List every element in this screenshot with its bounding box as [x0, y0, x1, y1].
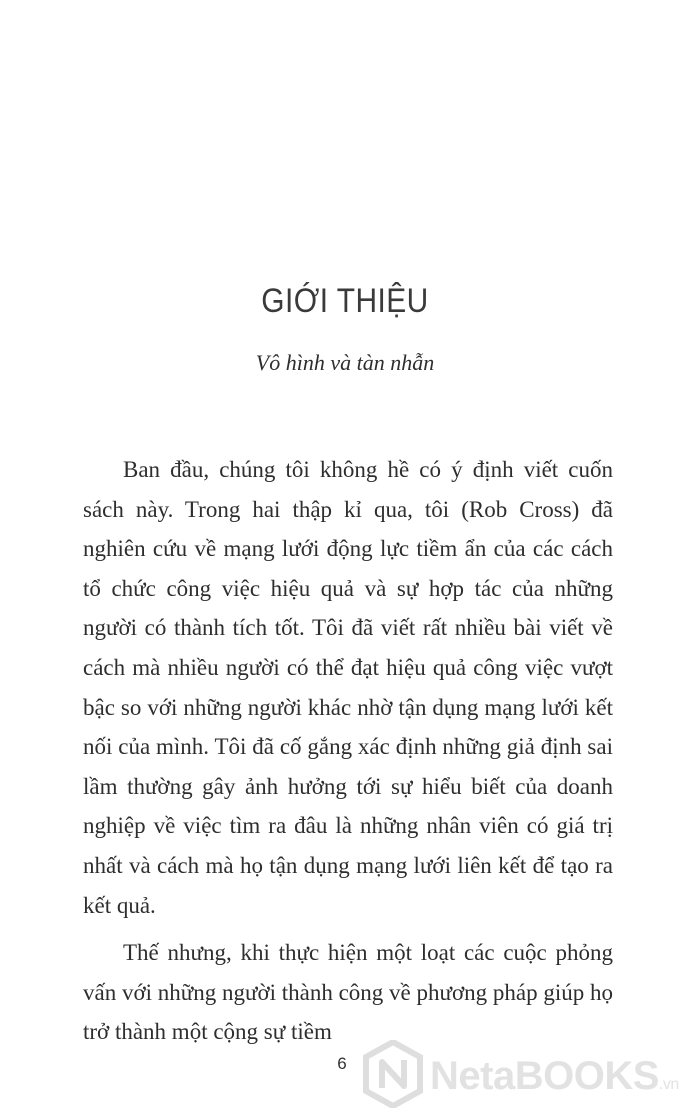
paragraph: Ban đầu, chúng tôi không hề có ý định viết cuốn sách này. Trong hai thập kỉ qua, tôi (Rob Cross) đã nghiên cứu về mạng lưới động lực tiềm ẩn của các cách tổ chức công việc hiệu quả và sự hợp tác của những người có thành tích tốt. Tôi đã viết rất nhiều bài viết về cách mà nhiều người có thể đạt hiệu quả công việc vượt bậc so với những người khác nhờ tận dụng mạng lưới kết nối của mình. Tôi đã cố gắng xác định những giả định sai lầm thường gây ảnh hưởng tới sự hiểu biết của doanh nghiệp về việc tìm ra đâu là những nhân viên có giá trị nhất và cách mà họ tận dụng mạng lưới liên kết để tạo ra kết quả.	[83, 457, 613, 918]
watermark-brand: NetaBOOKS.vn	[430, 1053, 679, 1098]
page-number: 6	[337, 1054, 347, 1073]
netabooks-logo-icon	[362, 1040, 424, 1113]
paragraph: Thế nhưng, khi thực hiện một loạt các cuộc phỏng vấn với những người thành công về phương pháp giúp họ trở thành một cộng sự tiềm	[83, 940, 613, 1045]
watermark	[362, 1040, 692, 1112]
body-text	[83, 450, 613, 1052]
chapter-subtitle: Vô hình và tàn nhẫn	[255, 350, 435, 375]
chapter-title: GIỚI THIỆU	[261, 282, 429, 320]
